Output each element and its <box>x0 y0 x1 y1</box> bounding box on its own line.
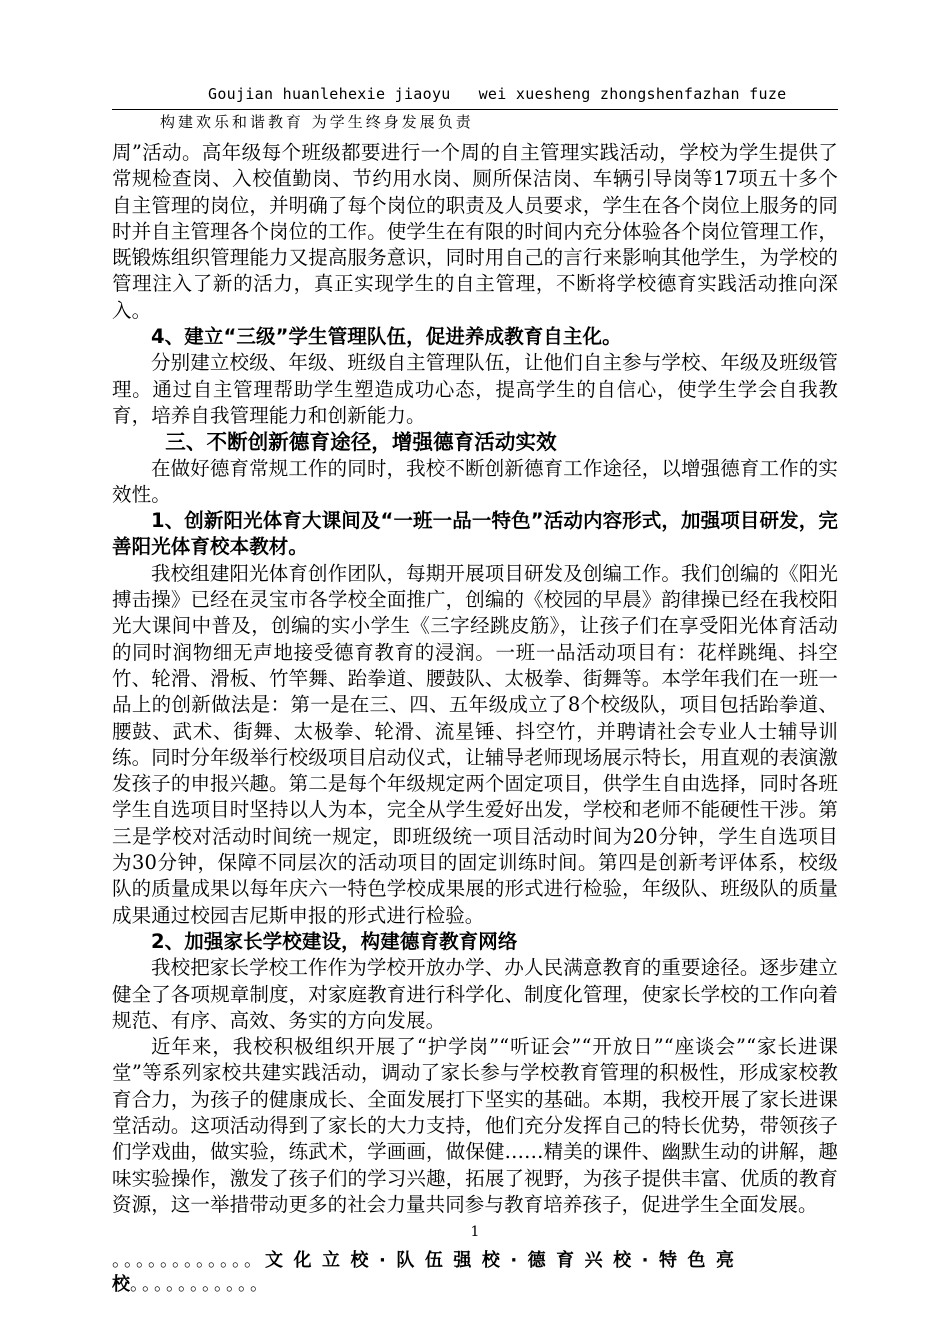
subheading-parent-school: 2、加强家长学校建设，构建德育教育网络 <box>151 929 518 953</box>
paragraph: 分别建立校级、年级、班级自主管理队伍，让他们自主参与学校、年级及班级管理。通过自主管理帮助学生塑造成功心态，提高学生的自信心，使学生学会自我教育，培养自我管理能力和创新能力。 <box>112 351 838 427</box>
footer-line-1 <box>112 1249 838 1273</box>
footer-dots-trail: 。。。。。。。。。。。 <box>130 1274 271 1295</box>
subheading-sunshine-sports: 1、创新阳光体育大课间及“一班一品一特色”活动内容形式，加强项目研发，完善阳光体育校本教材。 <box>112 509 838 559</box>
footer-motto: 文化立校·队伍强校·德育兴校·特色亮 <box>265 1250 745 1271</box>
footer-dots-lead: 。。。。。。。。。。。。 <box>112 1250 265 1271</box>
footer-motto-end: 校 <box>112 1274 130 1295</box>
footer-line-2 <box>112 1273 271 1297</box>
paragraph: 我校把家长学校工作作为学校开放办学、办人民满意教育的重要途径。逐步建立健全了各项规章制度，对家庭教育进行科学化、制度化管理，使家长学校的工作向着规范、有序、高效、务实的方向发展。 <box>112 956 838 1032</box>
paragraph: 近年来，我校积极组织开展了“护学岗”“听证会”“开放日”“座谈会”“家长进课堂”等系列家校共建实践活动，调动了家长参与学校教育管理的积极性，形成家校教育合力，为孩子的健康成长、全面发展打下坚实的基础。本期，我校开展了家长进课堂活动。这项活动得到了家长的大力支持，他们充分发挥自己的特长优势，带领孩子们学戏曲，做实验，练武术，学画画，做保健……精美的课件、幽默生动的讲解，趣味实验操作，激发了孩子们的学习兴趣，拓展了视野，为孩子提供丰富、优质的教育资源，这一举措带动更多的社会力量共同参与教育培养孩子，促进学生全面发展。 <box>112 1035 838 1216</box>
paragraph: 我校组建阳光体育创作团队，每期开展项目研发及创编工作。我们创编的《阳光搏击操》已经在灵宝市各学校全面推广，创编的《校园的早晨》韵律操已经在我校阳光大课间中普及，创编的实小学生《三字经跳皮筋》，让孩子们在享受阳光体育活动的同时润物细无声地接受德育教育的浸润。一班一品活动项目有：花样跳绳、抖空竹、轮滑、滑板、竹竿舞、跆拳道、腰鼓队、太极拳、街舞等。本学年我们在一班一品上的创新做法是：第一是在三、四、五年级成立了8个校级队，项目包括跆拳道、腰鼓、武术、街舞、太极拳、轮滑、流星锤、抖空竹，并聘请社会专业人士辅导训练。同时分年级举行校级项目启动仪式，让辅导老师现场展示特长，用直观的表演激发孩子的申报兴趣。第二是每个年级规定两个固定项目，供学生自由选择，同时各班学生自选项目时坚持以人为本，完全从学生爱好出发，学校和老师不能硬性干涉。第三是学校对活动时间统一规定，即班级统一项目活动时间为20分钟，学生自选项目为30分钟，保障不同层次的活动项目的固定训练时间。第四是创新考评体系，校级队的质量成果以每年庆六一特色学校成果展的形式进行检验，年级队、班级队的质量成果通过校园吉尼斯申报的形式进行检验。 <box>112 561 838 927</box>
section-heading: 三、不断创新德育途径，增强德育活动实效 <box>165 430 557 455</box>
paragraph: 在做好德育常规工作的同时，我校不断创新德育工作途径，以增强德育工作的实效性。 <box>112 456 838 506</box>
page-number: 1 <box>470 1224 480 1240</box>
header-chinese: 构建欢乐和谐教育 为学生终身发展负责 <box>160 113 474 131</box>
paragraph-continuation: 周”活动。高年级每个班级都要进行一个周的自主管理实践活动，学校为学生提供了常规检查岗、入校值勤岗、节约用水岗、厕所保洁岗、车辆引导岗等17项五十多个自主管理的岗位，并明确了每个岗位的职责及人员要求，学生在各个岗位上服务的同时并自主管理各个岗位的工作。使学生在有限的时间内充分体验各个岗位管理工作，既锻炼组织管理能力又提高服务意识，同时用自己的言行来影响其他学生，为学校的管理注入了新的活力，真正实现学生的自主管理，不断将学校德育实践活动推向深入。 <box>112 141 838 322</box>
header-rule <box>112 109 838 110</box>
subheading-three-level-team: 4、建立“三级”学生管理队伍，促进养成教育自主化。 <box>151 325 622 349</box>
body-text <box>112 140 838 1218</box>
header-pinyin: Goujian huanlehexie jiaoyu wei xuesheng zhongshenfazhan fuze <box>208 85 787 103</box>
